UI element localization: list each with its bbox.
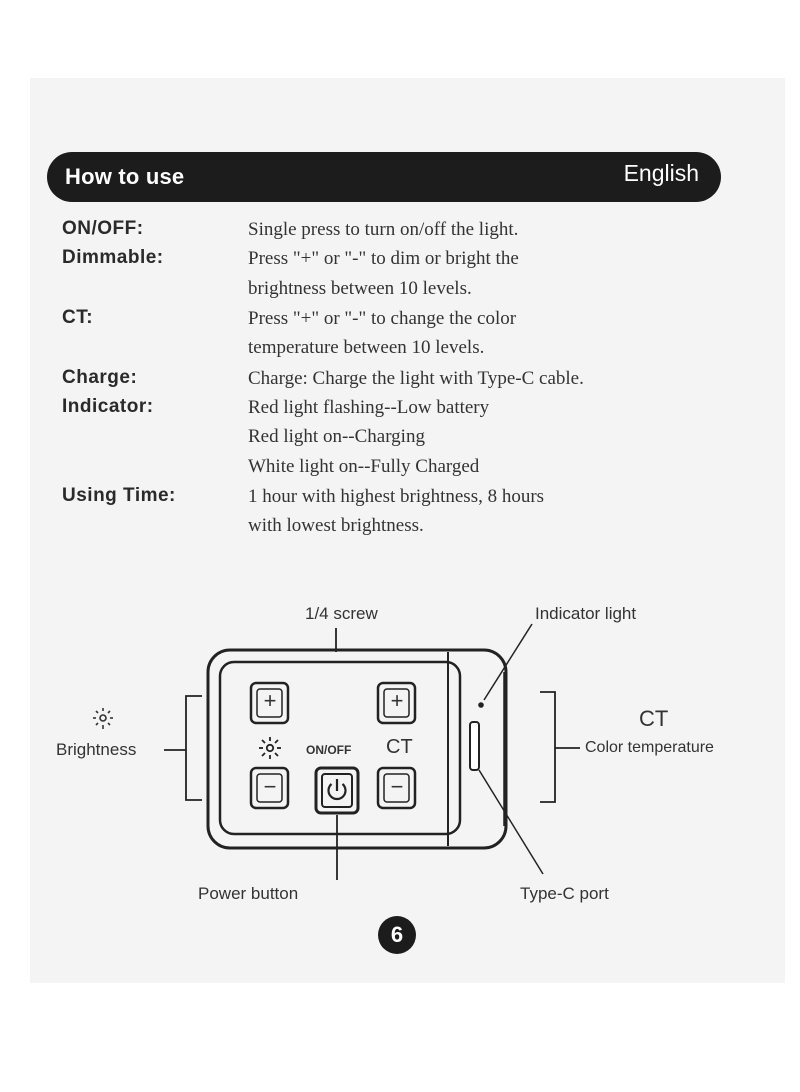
onoff-text: Single press to turn on/off the light. — [248, 219, 519, 240]
indicator-light-label: Indicator light — [535, 604, 637, 623]
onoff-device-label: ON/OFF — [306, 743, 352, 757]
minus-glyph-right: − — [390, 774, 404, 799]
language-label: English — [623, 160, 699, 186]
indicator-text-line1: Red light flashing--Low battery — [248, 397, 490, 418]
using-time-label: Using Time: — [62, 485, 176, 506]
ct-title-label: CT — [639, 706, 669, 731]
type-c-port — [470, 722, 479, 770]
screw-label: 1/4 screw — [305, 604, 378, 623]
brightness-sun-icon — [93, 708, 113, 729]
type-c-port-label: Type-C port — [520, 884, 609, 903]
plus-glyph-left: + — [263, 688, 277, 713]
ct-device-label: CT — [386, 736, 413, 758]
color-temperature-label: Color temperature — [585, 739, 714, 756]
using-time-text-line1: 1 hour with highest brightness, 8 hours — [248, 486, 545, 507]
charge-label: Charge: — [62, 367, 138, 388]
brightness-label: Brightness — [56, 740, 137, 759]
page-number: 6 — [378, 916, 416, 954]
plus-glyph-right: + — [390, 688, 404, 713]
ct-text-line2: temperature between 10 levels. — [248, 337, 485, 358]
power-icon — [328, 779, 345, 799]
onoff-label: ON/OFF: — [62, 218, 144, 239]
power-button-label: Power button — [198, 884, 299, 903]
indicator-label: Indicator: — [62, 396, 154, 417]
indicator-dot — [479, 703, 483, 707]
device-sun-icon — [259, 737, 281, 759]
charge-text: Charge: Charge the light with Type-C cable. — [248, 368, 584, 389]
indicator-text-line2: Red light on--Charging — [248, 426, 425, 447]
device-body — [208, 650, 506, 848]
minus-glyph-left: − — [263, 774, 277, 799]
dimmable-text-line1: Press "+" or "-" to dim or bright the — [248, 248, 519, 269]
using-time-text-line2: with lowest brightness. — [248, 515, 424, 536]
dimmable-text-line2: brightness between 10 levels. — [248, 278, 472, 299]
ct-label: CT: — [62, 307, 94, 328]
indicator-text-line3: White light on--Fully Charged — [248, 456, 480, 477]
dimmable-label: Dimmable: — [62, 247, 164, 268]
section-title: How to use — [65, 164, 185, 189]
ct-text-line1: Press "+" or "-" to change the color — [248, 308, 517, 329]
